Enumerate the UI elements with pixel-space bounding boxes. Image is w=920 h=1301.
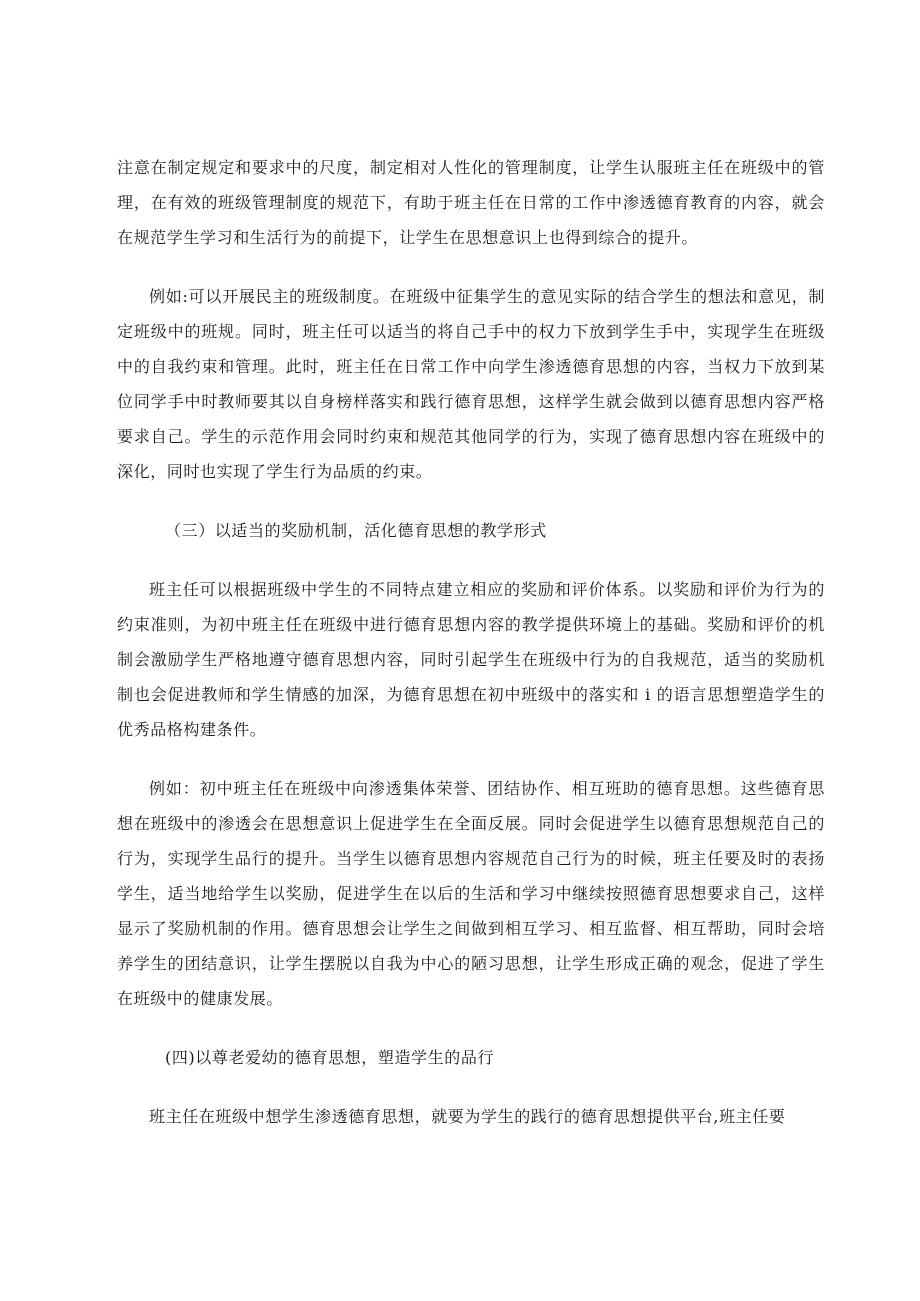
paragraph-example-class-rules: 例如:可以开展民主的班级制度。在班级中征集学生的意见实际的结合学生的想法和意见，制定班级中的班规。同时，班主任可以适当的将自己手中的权力下放到学生手中，实现学生在班级中的自我约束和管理。此时，班主任在日常工作中向学生渗透德育思想的内容，当权力下放到某位同学手中时教师要其以自身榜样落实和践行德育思想，这样学生就会做到以德育思想内容严格要求自己。学生的示范作用会同时约束和规范其他同学的行为，实现了德育思想内容在班级中的深化，同时也实现了学生行为品质的约束。 bbox=[117, 287, 825, 481]
paragraph-example-collective: 例如：初中班主任在班级中向渗透集体荣誉、团结协作、相互班助的德育思想。这些德育思想在班级中的渗透会在思想意识上促进学生在全面反展。同时会促进学生以德育思想规范自己的行为，实现学生品行的提升。当学生以德育思想内容规范自己行为的时候，班主任要及时的表扬学生，适当地给学生以奖励，促进学生在以后的生活和学习中继续按照德育思想要求自己，这样显示了奖励机制的作用。德育思想会让学生之间做到相互学习、相互监督、相互帮助，同时会培养学生的团结意识，让学生摆脱以自我为中心的陋习思想，让学生形成正确的观念，促进了学生在班级中的健康发展。 bbox=[117, 779, 825, 1008]
section-heading-4: (四)以尊老爱幼的德育思想，塑造学生的品行 bbox=[165, 1048, 495, 1067]
paragraph-continuation: 注意在制定规定和要求中的尺度，制定相对人性化的管理制度，让学生认服班主任在班级中的管理，在有效的班级管理制度的规范下，有助于班主任在日常的工作中渗透德育教育的内容，就会在规范学生学习和生活行为的前提下，让学生在思想意识上也得到综合的提升。 bbox=[117, 158, 825, 247]
paragraph-platform: 班主任在班级中想学生渗透德育思想，就要为学生的践行的德育思想提供平台,班主任要 bbox=[149, 1107, 786, 1126]
section-heading-3: （三）以适当的奖励机制，活化德育思想的教学形式 bbox=[165, 521, 547, 540]
paragraph-reward-system: 班主任可以根据班级中学生的不同特点建立相应的奖励和评价体系。以奖励和评价为行为的约束准则，为初中班主任在班级中进行德育思想内容的教学提供环境上的基础。奖励和评价的机制会激励学生严格地遵守德育思想内容，同时引起学生在班级中行为的自我规范，适当的奖励机制也会促进教师和学生情感的加深，为德育思想在初中班级中的落实和 i 的语言思想塑造学生的优秀品格构建条件。 bbox=[117, 580, 825, 739]
document-body bbox=[117, 150, 825, 1158]
